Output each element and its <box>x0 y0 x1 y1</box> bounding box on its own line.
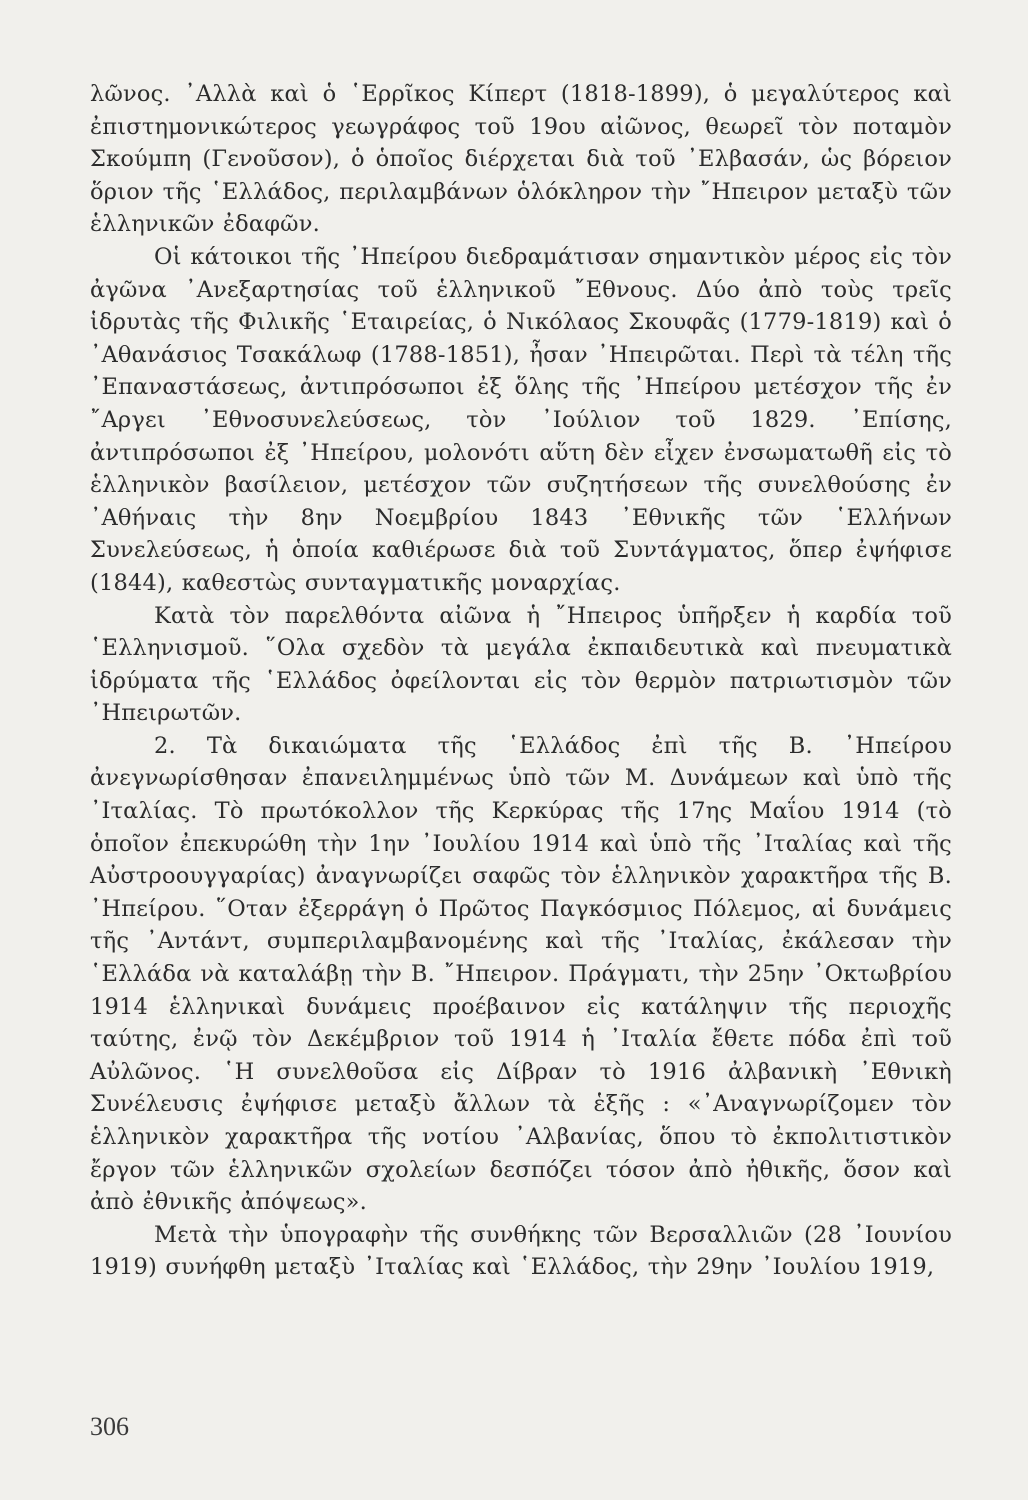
page-number: 306 <box>90 1412 129 1441</box>
paragraph-1: λῶνος. ᾿Αλλὰ καὶ ὁ ῾Ερρῖκος Κίπερτ (1818-1899), ὁ μεγαλύτερος καὶ ἐπιστημονικώτερος γεωγράφος τοῦ 19ου αἰῶνος, θεωρεῖ τὸν ποταμὸν Σκούμπη (Γενοῦσον), ὁ ὁποῖος διέρχεται διὰ τοῦ ᾿Ελβασάν, ὡς βόρειον ὅριον τῆς ῾Ελλάδος, περιλαμβάνων ὁλόκληρον τὴν ῎Ηπειρον μεταξὺ τῶν ἑλληνικῶν ἐδαφῶν. <box>90 81 952 238</box>
paragraph-5: Μετὰ τὴν ὑπογραφὴν τῆς συνθήκης τῶν Βερσαλλιῶν (28 ᾿Ιουνίου 1919) συνήφθη μεταξὺ ᾿Ιταλίας καὶ ῾Ελλάδος, τὴν 29ην ᾿Ιουλίου 1919, <box>90 1221 952 1281</box>
paragraph-4: 2. Τὰ δικαιώματα τῆς ῾Ελλάδος ἐπὶ τῆς Β. ᾿Ηπείρου ἀνεγνωρίσθησαν ἐπανειλημμένως ὑπὸ τῶν Μ. Δυνάμεων καὶ ὑπὸ τῆς ᾿Ιταλίας. Τὸ πρωτόκολλον τῆς Κερκύρας τῆς 17ης Μαΐου 1914 (τὸ ὁποῖον ἐπεκυρώθη τὴν 1ην ᾿Ιουλίου 1914 καὶ ὑπὸ τῆς ᾿Ιταλίας καὶ τῆς Αὐστροουγγαρίας) ἀναγνωρίζει σαφῶς τὸν ἑλληνικὸν χαρακτῆρα τῆς Β. ᾿Ηπείρου. ῞Οταν ἐξερράγη ὁ Πρῶτος Παγκόσμιος Πόλεμος, αἱ δυνάμεις τῆς ᾿Αντάντ, συμπεριλαμβανομένης καὶ τῆς ᾿Ιταλίας, ἐκάλεσαν τὴν ῾Ελλάδα νὰ καταλάβῃ τὴν Β. ῎Ηπειρον. Πράγματι, τὴν 25ην ᾿Οκτωβρίου 1914 ἑλληνικαὶ δυνάμεις προέβαινον εἰς κατάληψιν τῆς περιοχῆς ταύτης, ἐνῷ τὸν Δεκέμβριον τοῦ 1914 ἡ ᾿Ιταλία ἔθετε πόδα ἐπὶ τοῦ Αὐλῶνος. ῾Η συνελθοῦσα εἰς Δίβραν τὸ 1916 ἀλβανικὴ ᾿Εθνικὴ Συνέλευσις ἐψήφισε μεταξὺ ἄλλων τὰ ἑξῆς : «᾿Αναγνωρίζομεν τὸν ἑλληνικὸν χαρακτῆρα τῆς νοτίου ᾿Αλβανίας, ὅπου τὸ ἐκπολιτιστικὸν ἔργον τῶν ἑλληνικῶν σχολείων δεσπόζει τόσον ἀπὸ ἠθικῆς, ὅσον καὶ ἀπὸ ἐθνικῆς ἀπόψεως». <box>90 732 952 1216</box>
paragraph-3: Κατὰ τὸν παρελθόντα αἰῶνα ἡ ῎Ηπειρος ὑπῆρξεν ἡ καρδία τοῦ ῾Ελληνισμοῦ. ῞Ολα σχεδὸν τὰ μεγάλα ἐκπαιδευτικὰ καὶ πνευματικὰ ἱδρύματα τῆς ῾Ελλάδος ὀφείλονται εἰς τὸν θερμὸν πατριωτισμὸν τῶν ᾿Ηπειρωτῶν. <box>90 602 952 727</box>
body-text <box>90 78 952 1284</box>
paragraph-2: Οἱ κάτοικοι τῆς ᾿Ηπείρου διεδραμάτισαν σημαντικὸν μέρος εἰς τὸν ἀγῶνα ᾿Ανεξαρτησίας τοῦ ἑλληνικοῦ ῎Εθνους. Δύο ἀπὸ τοὺς τρεῖς ἱδρυτὰς τῆς Φιλικῆς ῾Εταιρείας, ὁ Νικόλαος Σκουφᾶς (1779-1819) καὶ ὁ ᾿Αθανάσιος Τσακάλωφ (1788-1851), ἦσαν ᾿Ηπειρῶται. Περὶ τὰ τέλη τῆς ᾿Επαναστάσεως, ἀντιπρόσωποι ἐξ ὅλης τῆς ᾿Ηπείρου μετέσχον τῆς ἐν ῎Αργει ᾿Εθνοσυνελεύσεως, τὸν ᾿Ιούλιον τοῦ 1829. ᾿Επίσης, ἀντιπρόσωποι ἐξ ᾿Ηπείρου, μολονότι αὕτη δὲν εἶχεν ἐνσωματωθῆ εἰς τὸ ἑλληνικὸν βασίλειον, μετέσχον τῶν συζητήσεων τῆς συνελθούσης ἐν ᾿Αθήναις τὴν 8ην Νοεμβρίου 1843 ᾿Εθνικῆς τῶν ῾Ελλήνων Συνελεύσεως, ἡ ὁποία καθιέρωσε διὰ τοῦ Συντάγματος, ὅπερ ἐψήφισε (1844), καθεστὼς συνταγματικῆς μοναρχίας. <box>90 243 952 596</box>
